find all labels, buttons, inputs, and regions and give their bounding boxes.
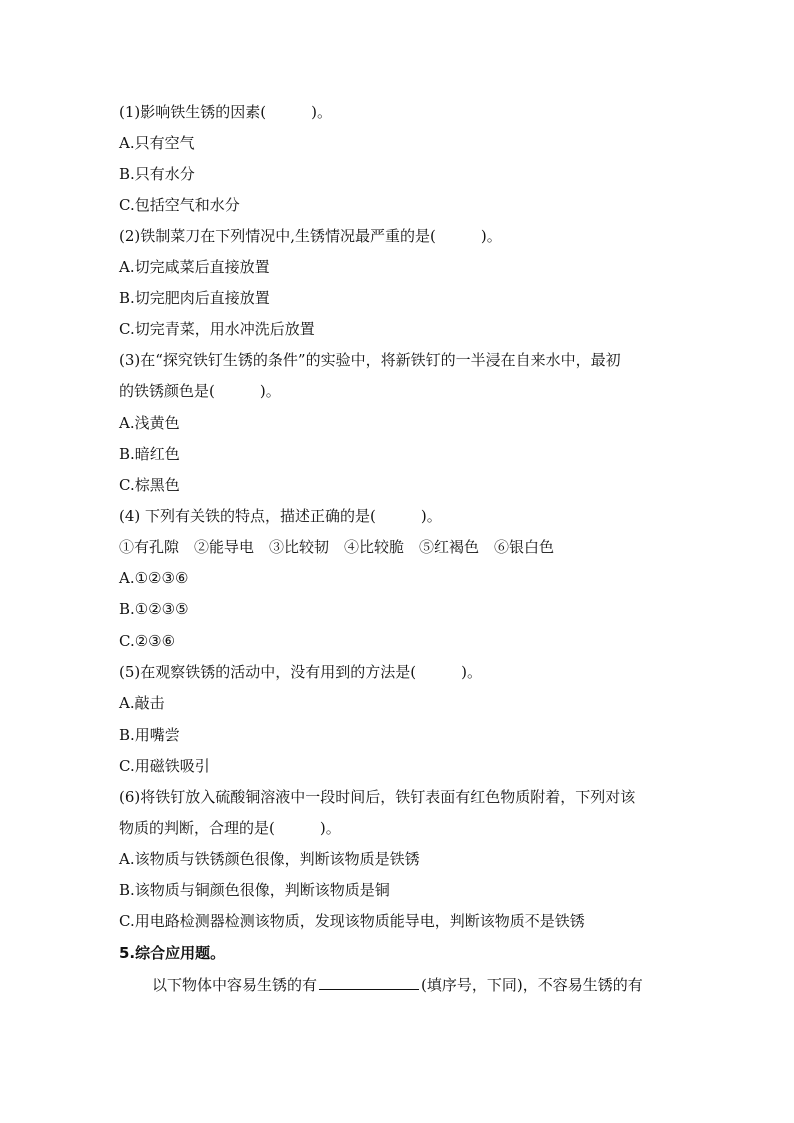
section-5-paragraph bbox=[152, 974, 643, 995]
question-2-stem: (2)铁制菜刀在下列情况中,生锈情况最严重的是( )。 bbox=[119, 227, 502, 245]
section-5-heading: 5.综合应用题。 bbox=[119, 944, 226, 962]
question-1-option-c: C.包括空气和水分 bbox=[119, 196, 240, 214]
question-4-stem: (4) 下列有关铁的特点，描述正确的是( )。 bbox=[119, 507, 442, 525]
question-6-option-b: B.该物质与铜颜色很像，判断该物质是铜 bbox=[119, 881, 390, 899]
question-4-option-a: A.①②③⑥ bbox=[119, 569, 189, 587]
question-4-choices: ①有孔隙 ②能导电 ③比较韧 ④比较脆 ⑤红褐色 ⑥银白色 bbox=[119, 538, 555, 556]
question-2-option-a: A.切完咸菜后直接放置 bbox=[119, 258, 270, 276]
question-6-stem-line2: 物质的判断，合理的是( )。 bbox=[119, 819, 341, 837]
question-5-option-b: B.用嘴尝 bbox=[119, 726, 180, 744]
question-3-option-a: A.浅黄色 bbox=[119, 414, 180, 432]
question-5-stem: (5)在观察铁锈的活动中，没有用到的方法是( )。 bbox=[119, 663, 482, 681]
question-2-option-b: B.切完肥肉后直接放置 bbox=[119, 289, 270, 307]
question-3-option-b: B.暗红色 bbox=[119, 445, 180, 463]
answer-blank[interactable] bbox=[319, 974, 419, 990]
question-6-stem-line1: (6)将铁钉放入硫酸铜溶液中一段时间后，铁钉表面有红色物质附着，下列对该 bbox=[119, 788, 636, 806]
question-3-stem-line2: 的铁锈颜色是( )。 bbox=[119, 382, 281, 400]
question-6-option-a: A.该物质与铁锈颜色很像，判断该物质是铁锈 bbox=[119, 850, 420, 868]
question-3-option-c: C.棕黑色 bbox=[119, 476, 180, 494]
question-5-option-c: C.用磁铁吸引 bbox=[119, 757, 210, 775]
question-4-option-b: B.①②③⑤ bbox=[119, 600, 189, 618]
question-1-option-a: A.只有空气 bbox=[119, 134, 195, 152]
question-4-option-c: C.②③⑥ bbox=[119, 632, 176, 650]
question-1-stem: (1)影响铁生锈的因素( )。 bbox=[119, 103, 332, 121]
section-5-text-before: 以下物体中容易生锈的有 bbox=[152, 976, 318, 994]
question-5-option-a: A.敲击 bbox=[119, 694, 165, 712]
section-5-text-after: (填序号，下同)，不容易生锈的有 bbox=[421, 976, 643, 994]
question-2-option-c: C.切完青菜，用水冲洗后放置 bbox=[119, 320, 315, 338]
question-6-option-c: C.用电路检测器检测该物质，发现该物质能导电，判断该物质不是铁锈 bbox=[119, 912, 585, 930]
question-3-stem-line1: (3)在“探究铁钉生锈的条件”的实验中，将新铁钉的一半浸在自来水中，最初 bbox=[119, 351, 621, 369]
question-1-option-b: B.只有水分 bbox=[119, 165, 195, 183]
